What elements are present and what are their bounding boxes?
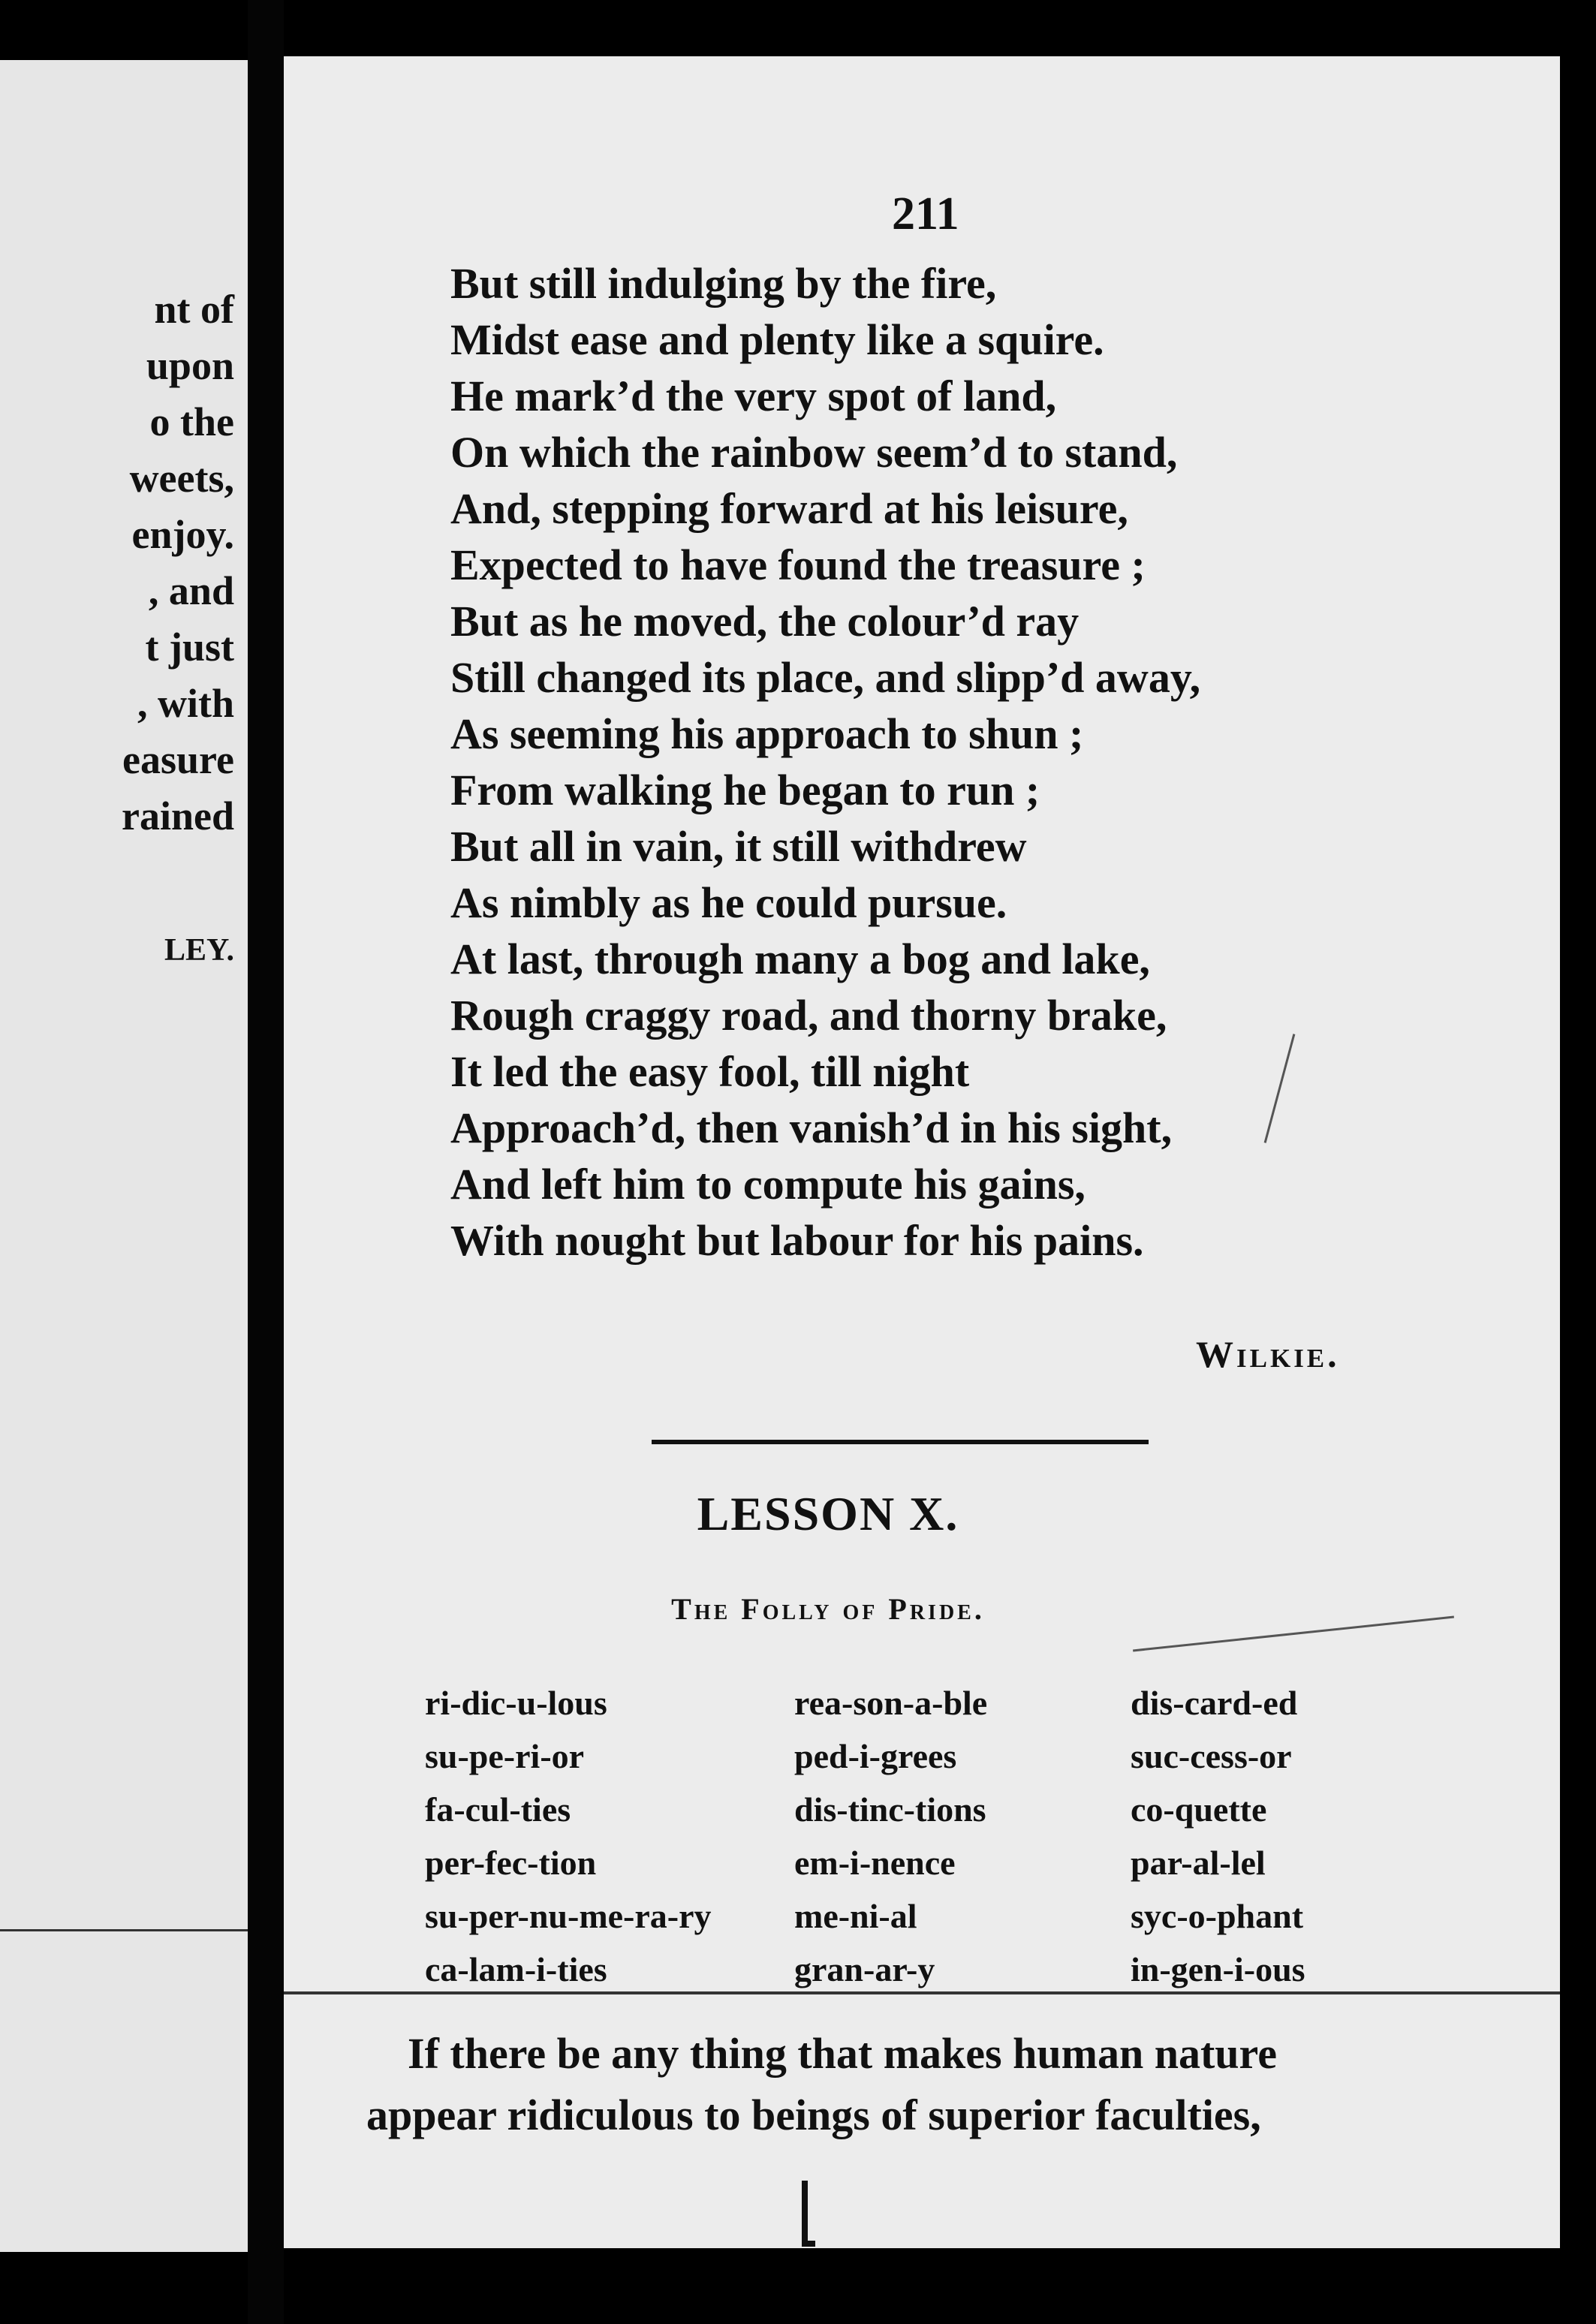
page-number: 211	[892, 188, 959, 239]
vocabulary-word: fa-cul-ties	[425, 1790, 571, 1829]
poem-line: And left him to compute his gains,	[450, 1160, 1086, 1209]
poem-line: With nought but labour for his pains.	[450, 1216, 1144, 1265]
vocabulary-word: ped-i-grees	[794, 1737, 957, 1775]
poem-line: As seeming his approach to shun ;	[450, 709, 1084, 758]
vocabulary-column-2	[794, 1676, 987, 1996]
vocabulary-word: su-pe-ri-or	[425, 1737, 585, 1775]
left-page-rule	[0, 1929, 248, 1931]
printer-mark	[802, 2181, 815, 2247]
lesson-title: LESSON X.	[697, 1487, 959, 1540]
vocabulary-word: dis-card-ed	[1131, 1684, 1298, 1722]
left-text-fragment: t just	[145, 625, 234, 670]
left-text-fragment: rained	[121, 793, 234, 838]
left-text-fragment: easure	[122, 737, 234, 782]
vocabulary-word: dis-tinc-tions	[794, 1790, 986, 1829]
poem-line: As nimbly as he could pursue.	[450, 878, 1007, 927]
prose-line: appear ridiculous to beings of superior faculties,	[366, 2091, 1261, 2139]
book-page	[284, 56, 1560, 2248]
left-author-fragment: LEY.	[164, 933, 234, 968]
vocabulary-word: in-gen-i-ous	[1131, 1950, 1305, 1988]
poem-line: At last, through many a bog and lake,	[450, 935, 1150, 983]
vocabulary-word: rea-son-a-ble	[794, 1684, 988, 1722]
left-text-fragment: o the	[149, 399, 234, 444]
poem-line: Approach’d, then vanish’d in his sight,	[450, 1103, 1173, 1152]
vocabulary-column-3	[1131, 1676, 1305, 1996]
prose-paragraph	[366, 2023, 1380, 2146]
left-page-fragment	[0, 60, 248, 2252]
vocabulary-word: suc-cess-or	[1131, 1737, 1292, 1775]
vocabulary-word: co-quette	[1131, 1790, 1267, 1829]
vocabulary-word: ca-lam-i-ties	[425, 1950, 607, 1988]
poem	[450, 255, 1486, 1269]
lesson-subtitle: The Folly of Pride.	[671, 1592, 985, 1626]
prose-line: If there be any thing that makes human nature	[408, 2029, 1277, 2078]
left-text-fragment: upon	[146, 343, 234, 388]
vocabulary-word: gran-ar-y	[794, 1950, 935, 1988]
poem-line: And, stepping forward at his leisure,	[450, 484, 1128, 533]
left-text-fragment: , with	[137, 681, 234, 726]
poem-line: From walking he began to run ;	[450, 766, 1040, 814]
vocabulary-word: per-fec-tion	[425, 1844, 597, 1882]
poem-line: Expected to have found the treasure ;	[450, 540, 1146, 589]
poem-line: But still indulging by the fire,	[450, 259, 997, 308]
vocabulary-word: syc-o-phant	[1131, 1897, 1304, 1935]
poem-line: Still changed its place, and slipp’d away,	[450, 653, 1201, 702]
vocabulary-word: par-al-lel	[1131, 1844, 1266, 1882]
left-text-fragment: enjoy.	[131, 512, 234, 557]
page-rule	[284, 1991, 1560, 1994]
poem-line: It led the easy fool, till night	[450, 1047, 970, 1096]
poem-line: He mark’d the very spot of land,	[450, 372, 1057, 420]
vocabulary-word: em-i-nence	[794, 1844, 956, 1882]
vocabulary-word: me-ni-al	[794, 1897, 917, 1935]
vocabulary-word: ri-dic-u-lous	[425, 1684, 607, 1722]
poem-line: But as he moved, the colour’d ray	[450, 597, 1080, 646]
left-text-fragment: nt of	[154, 287, 234, 332]
left-text-fragment: , and	[148, 568, 234, 613]
left-text-fragment: weets,	[129, 456, 234, 501]
poem-line: On which the rainbow seem’d to stand,	[450, 428, 1178, 477]
poem-author: Wilkie.	[1196, 1333, 1340, 1375]
poem-line: Rough craggy road, and thorny brake,	[450, 991, 1167, 1040]
poem-line: Midst ease and plenty like a squire.	[450, 315, 1104, 364]
poem-line: But all in vain, it still withdrew	[450, 822, 1027, 871]
vocabulary-word: su-per-nu-me-ra-ry	[425, 1897, 712, 1935]
book-gutter	[248, 0, 284, 2324]
vocabulary-column-1	[425, 1676, 712, 1996]
section-divider	[652, 1440, 1149, 1444]
